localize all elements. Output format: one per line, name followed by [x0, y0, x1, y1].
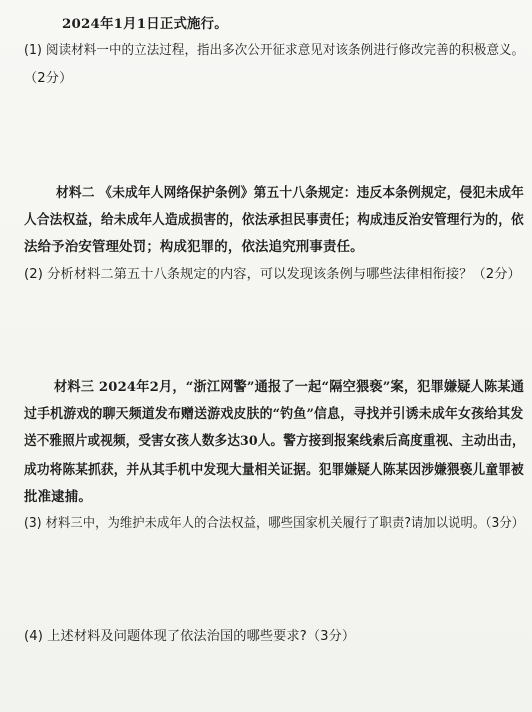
- material-3-line-5: 批准逮捕。: [24, 489, 92, 505]
- material-3-line-1: 材料三 2024年2月，“浙江网警”通报了一起“隔空猥亵”案，犯罪嫌疑人陈某通: [54, 379, 525, 395]
- material-3-line-4: 成功将陈某抓获，并从其手机中发现大量相关证据。犯罪嫌疑人陈某因涉嫌猥亵儿童罪被: [24, 462, 524, 478]
- material-2-line-1: 材料二 《未成年人网络保护条例》第五十八条规定：违反本条例规定，侵犯未成年: [56, 185, 524, 201]
- material-2-line-2: 人合法权益，给未成年人造成损害的，依法承担民事责任；构成违反治安管理行为的，依: [24, 212, 524, 228]
- material-3-line-3: 送不雅照片或视频，受害女孩人数多达30人。警方接到报案线索后高度重视、主动出击，: [24, 433, 525, 449]
- material-2-line-3: 法给予治安管理处罚；构成犯罪的，依法追究刑事责任。: [24, 239, 364, 255]
- question-1-score: （2分）: [24, 71, 73, 86]
- material-3-line-2: 过手机游戏的聊天频道发布赠送游戏皮肤的“钓鱼”信息，寻找并引诱未成年女孩给其发: [24, 406, 524, 422]
- question-4: (4) 上述材料及问题体现了依法治国的哪些要求?（3分）: [24, 629, 356, 644]
- question-1: (1) 阅读材料一中的立法过程，指出多次公开征求意见对该条例进行修改完善的积极意义。: [24, 43, 525, 58]
- question-3: (3) 材料三中，为维护未成年人的合法权益，哪些国家机关履行了职责?请加以说明。（3分）: [24, 516, 525, 531]
- top-line: 2024年1月1日正式施行。: [62, 16, 228, 32]
- question-2: (2) 分析材料二第五十八条规定的内容，可以发现该条例与哪些法律相衔接？（2分）: [24, 267, 521, 282]
